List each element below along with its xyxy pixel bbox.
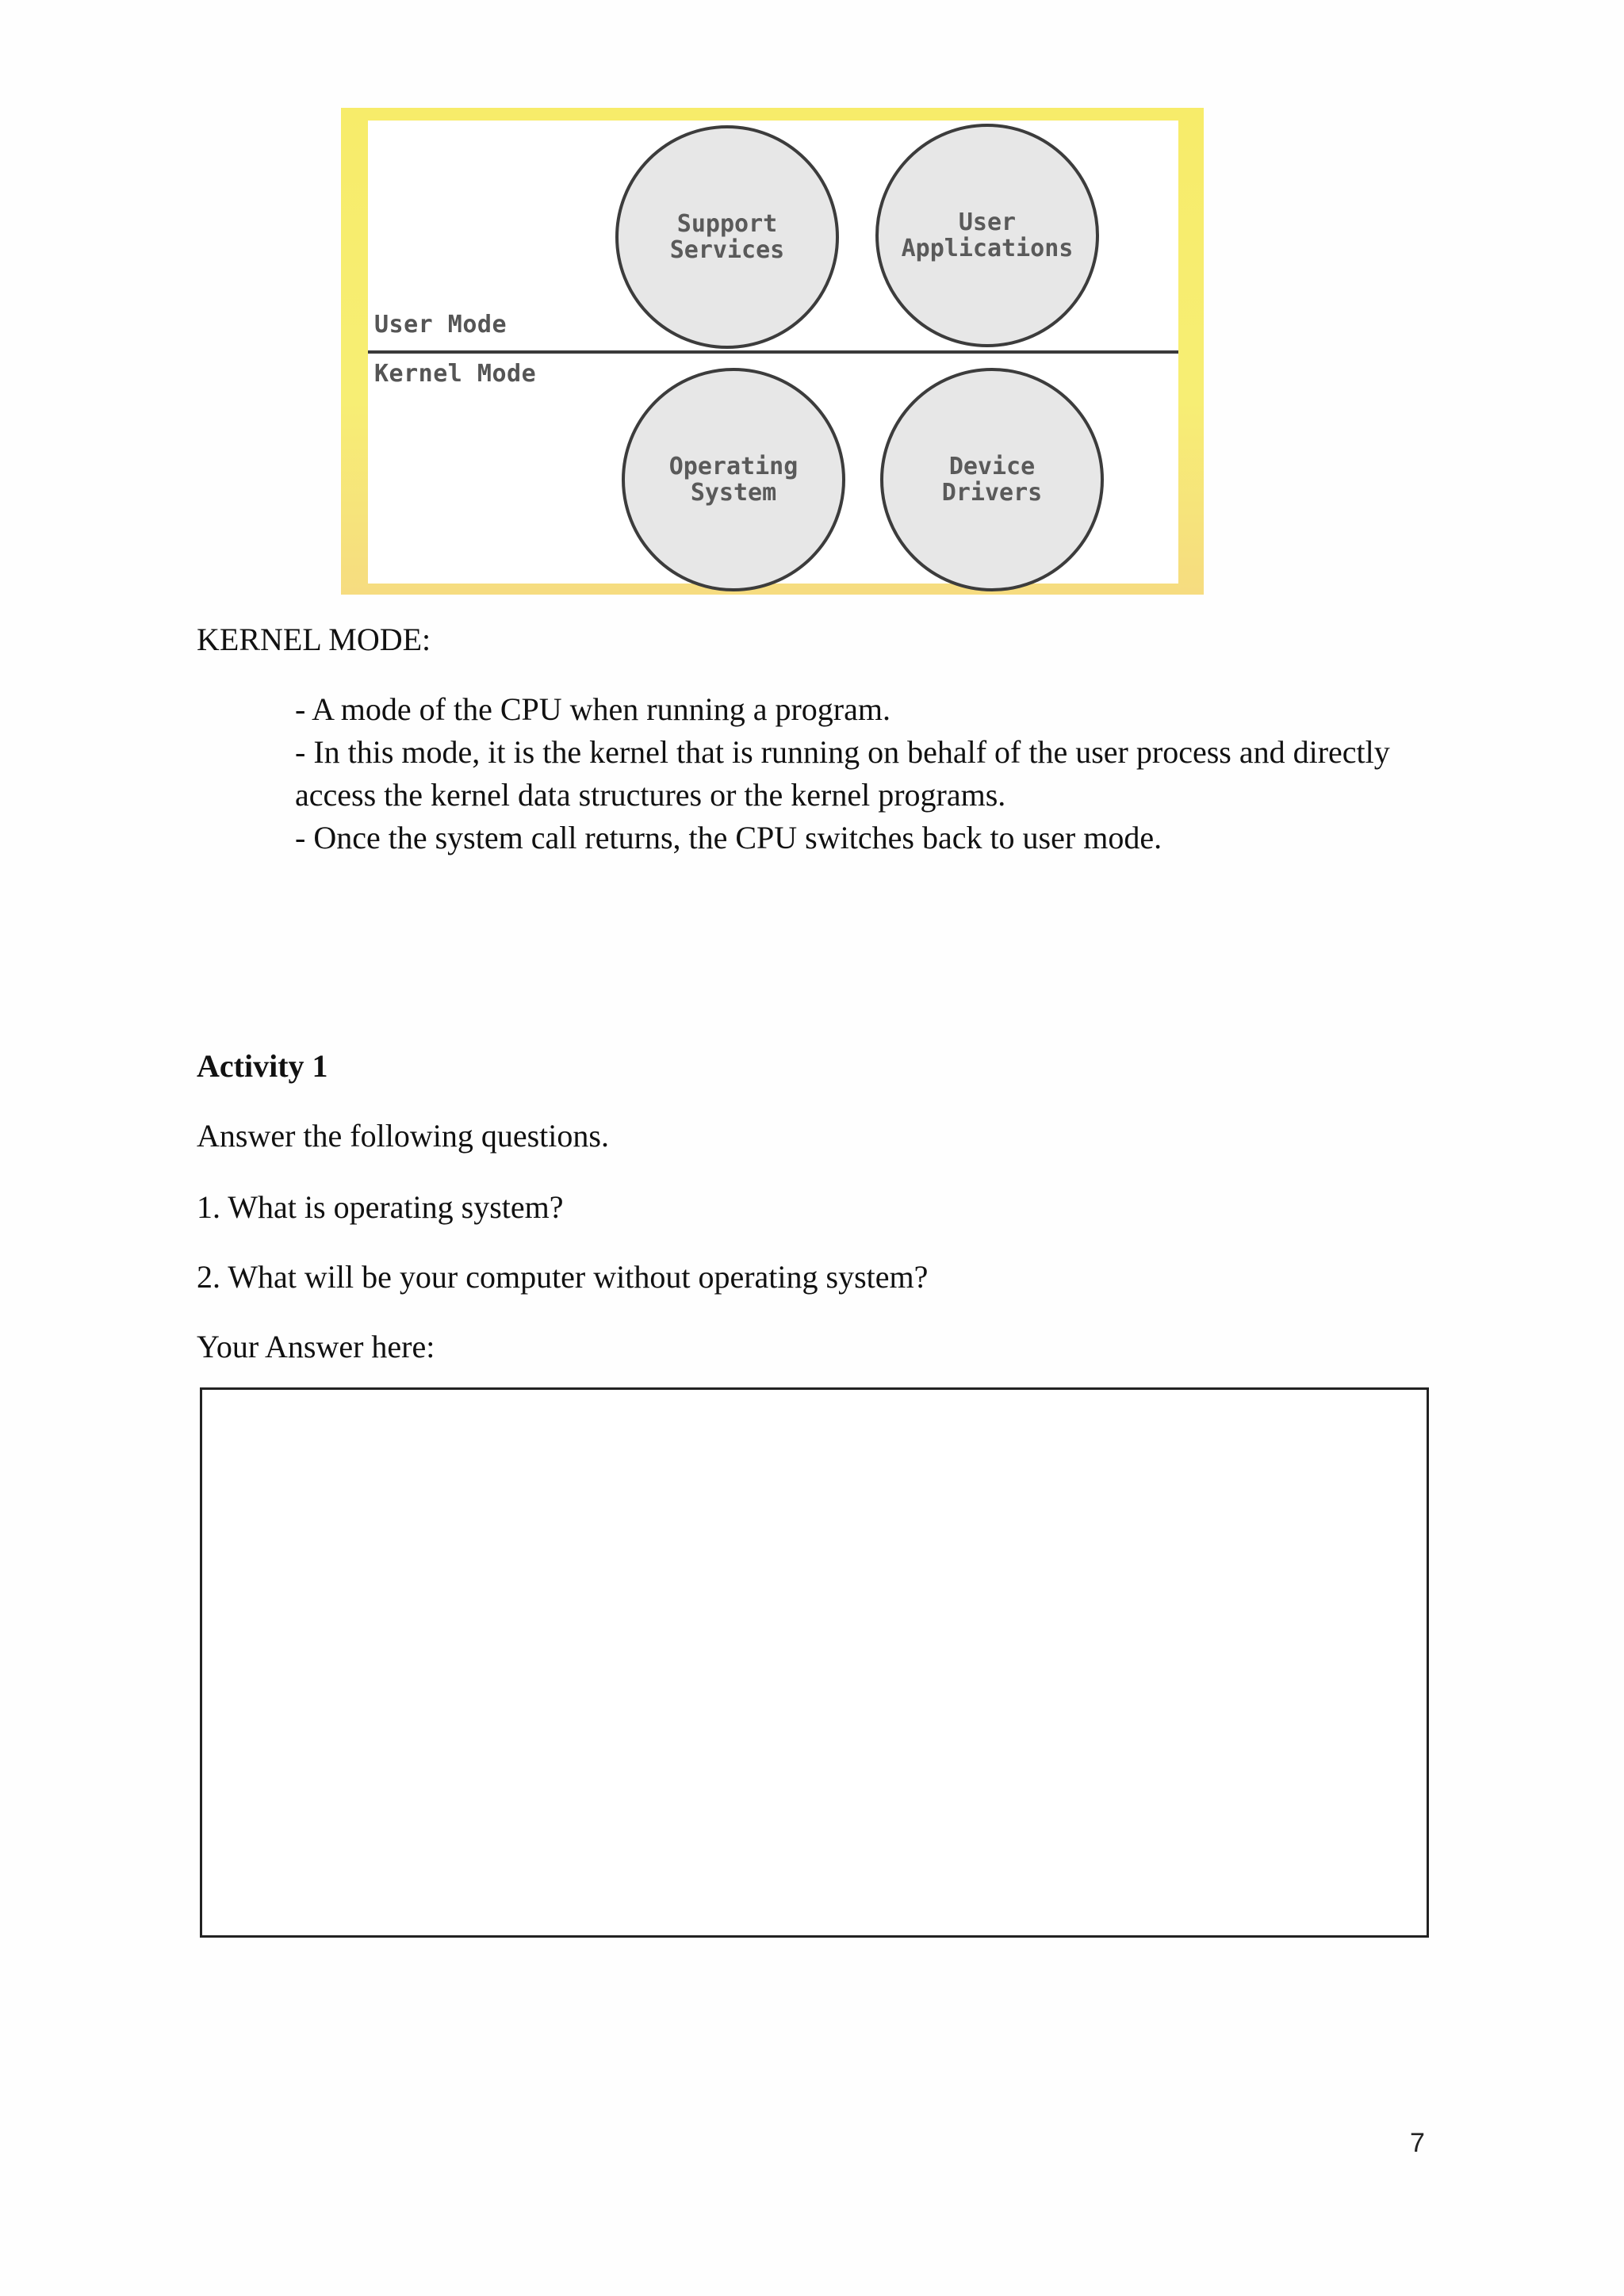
support-services-label: Support Services — [669, 210, 785, 264]
question-1: 1. What is operating system? — [197, 1189, 564, 1225]
device-drivers-circle — [880, 368, 1104, 591]
support-services-circle — [615, 125, 839, 349]
diagram-canvas — [368, 121, 1178, 584]
user-applications-label: User Applications — [901, 209, 1074, 262]
kernel-bullet-3: - Once the system call returns, the CPU switches back to user mode. — [295, 820, 1162, 855]
user-applications-circle — [875, 124, 1099, 347]
kernel-bullet-1: - A mode of the CPU when running a program. — [295, 691, 891, 727]
kernel-bullet-2: - In this mode, it is the kernel that is running on behalf of the user process and directly — [295, 734, 1390, 770]
page-number: 7 — [1410, 2128, 1425, 2158]
kernel-bullet-2-continued: access the kernel data structures or the kernel programs. — [295, 777, 1006, 813]
answer-box[interactable] — [200, 1387, 1429, 1938]
operating-system-circle — [622, 368, 845, 591]
question-2: 2. What will be your computer without operating system? — [197, 1259, 929, 1295]
operating-system-label: Operating System — [668, 453, 799, 507]
activity-title: Activity 1 — [197, 1048, 328, 1084]
device-drivers-label: Device Drivers — [941, 453, 1043, 507]
kernel-mode-heading: KERNEL MODE: — [197, 622, 431, 657]
activity-instruction: Answer the following questions. — [197, 1118, 609, 1154]
answer-label: Your Answer here: — [197, 1329, 435, 1364]
user-mode-label: User Mode — [374, 311, 508, 339]
kernel-mode-label: Kernel Mode — [374, 360, 537, 388]
user-kernel-mode-diagram — [341, 108, 1204, 595]
mode-divider-line — [368, 350, 1178, 354]
